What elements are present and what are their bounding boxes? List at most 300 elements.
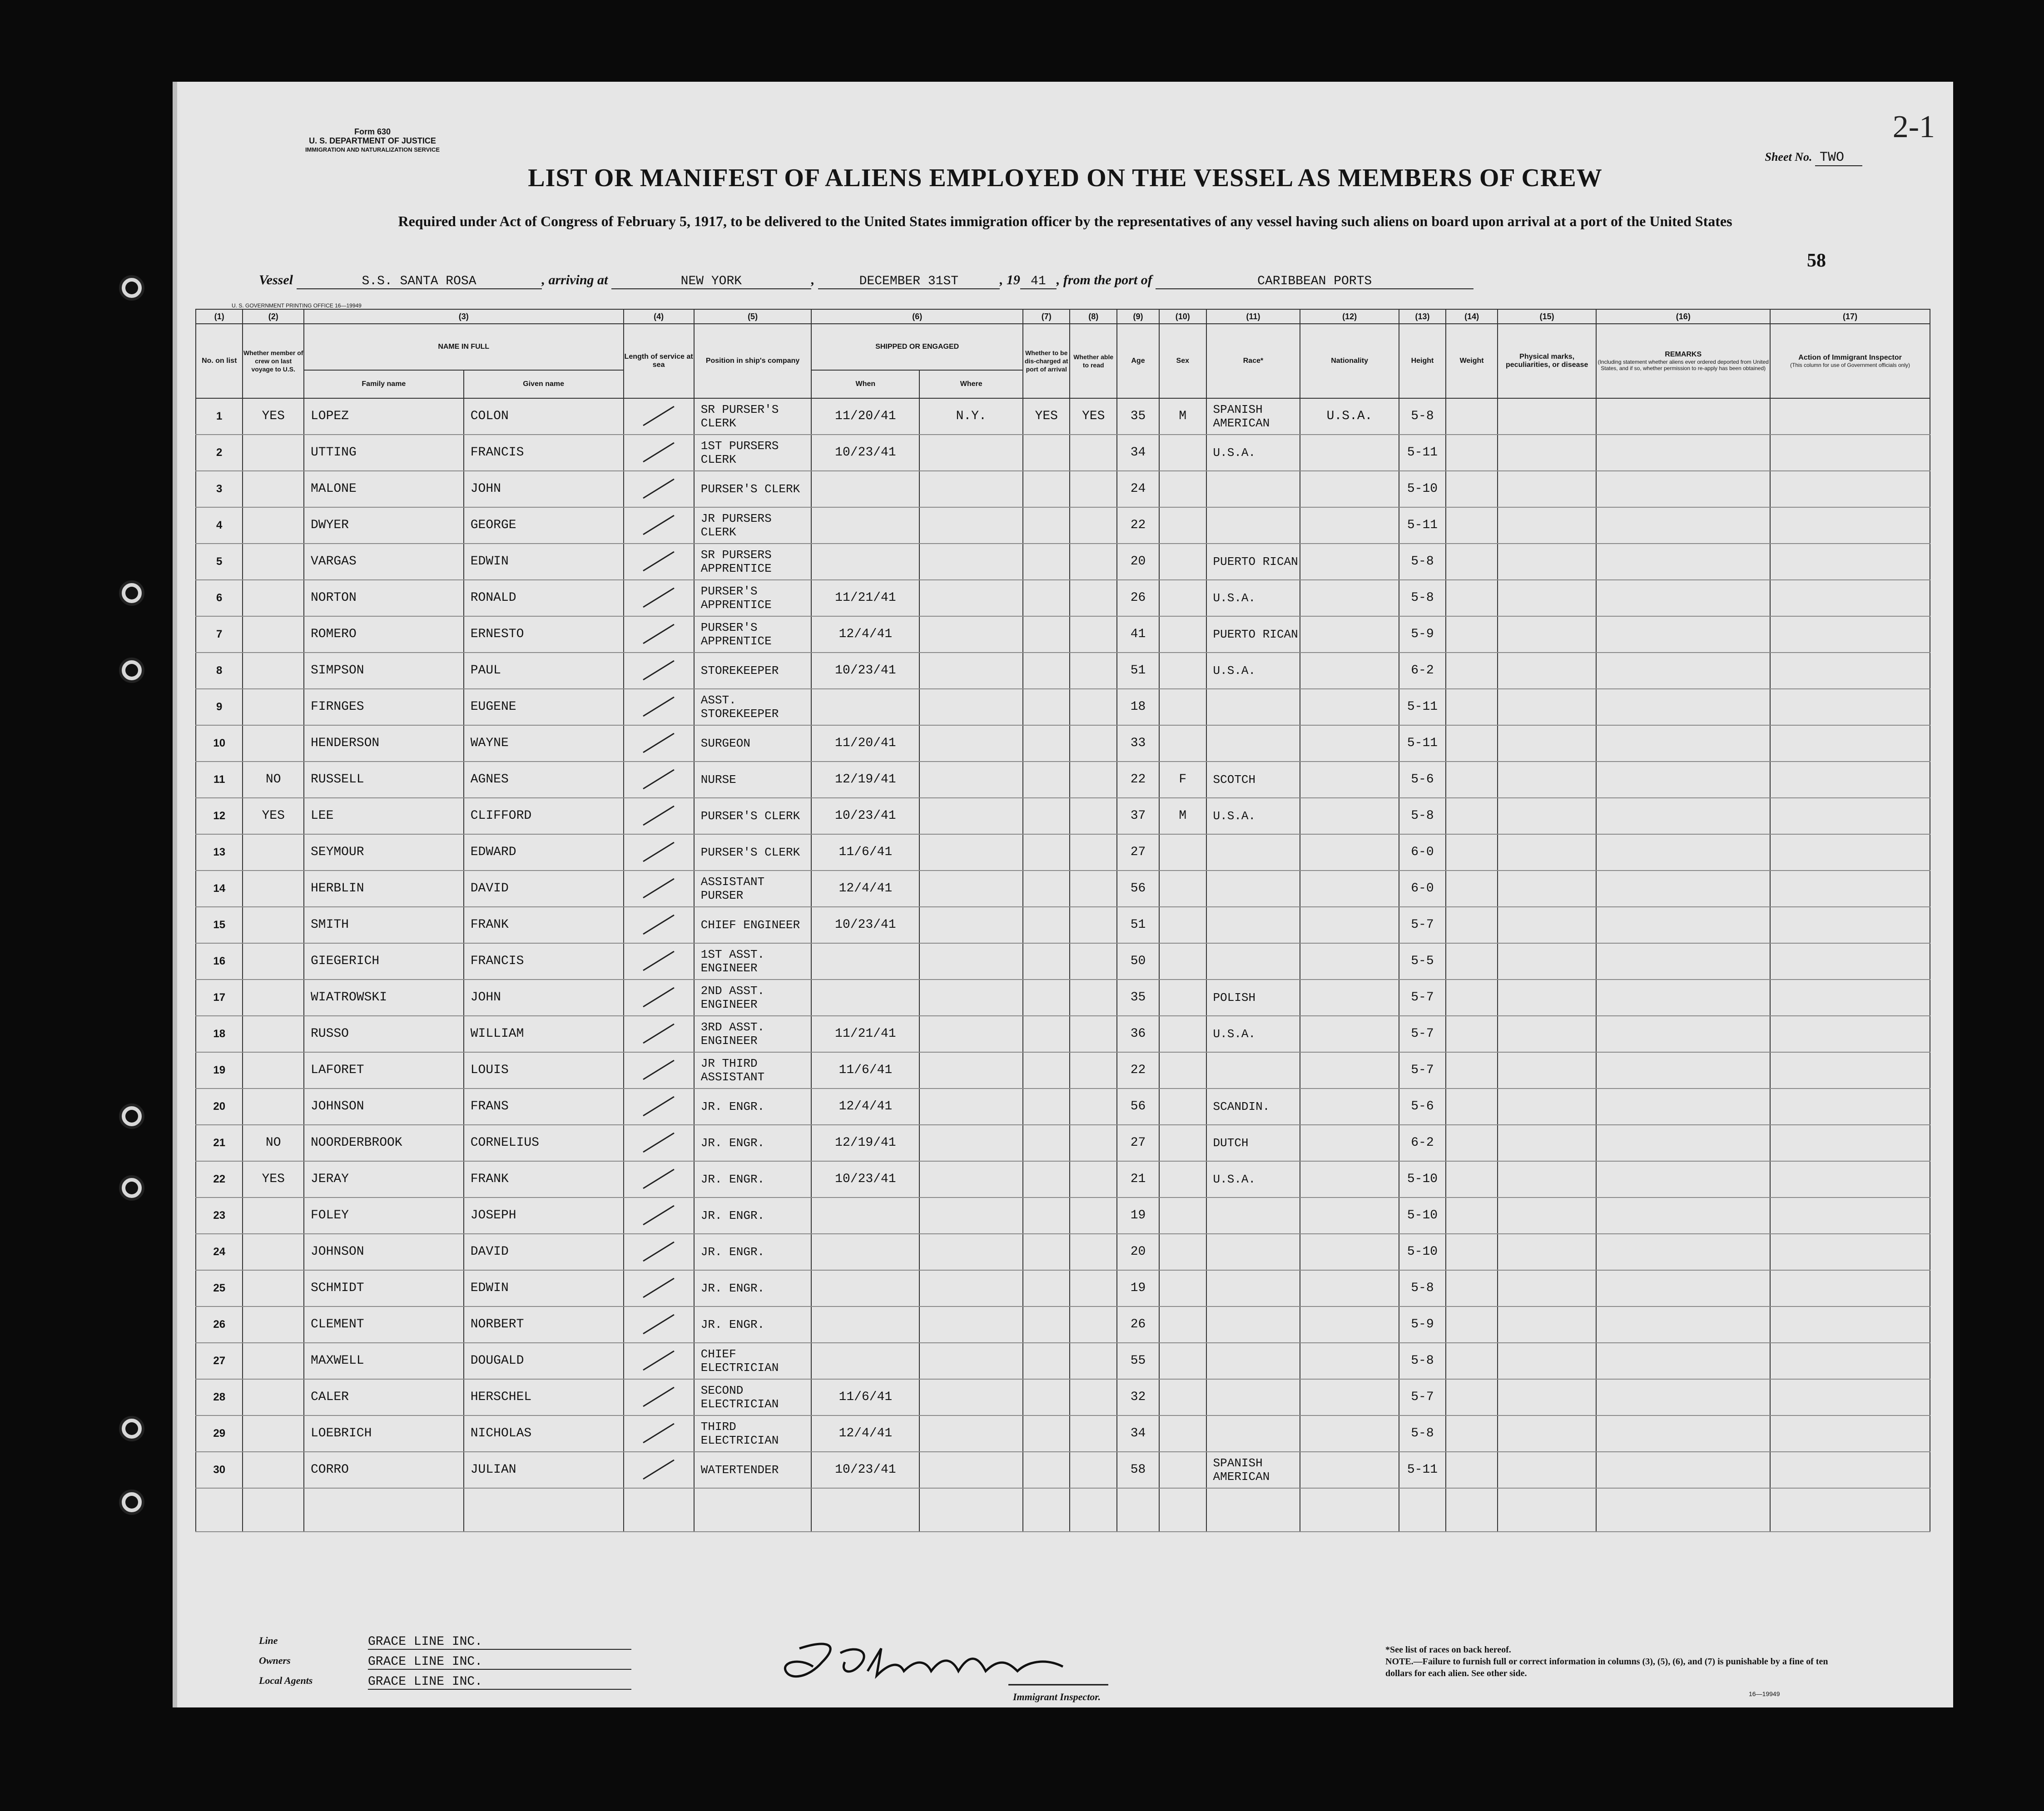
table-row xyxy=(196,471,1930,507)
shipped-when-cell: 11/21/41 xyxy=(811,580,919,616)
shipped-when-cell: 11/21/41 xyxy=(811,1016,919,1052)
check-mark-icon xyxy=(640,875,677,902)
last-voyage-cell xyxy=(243,544,304,580)
form-identifier xyxy=(277,127,468,154)
header-height: Height xyxy=(1399,324,1446,398)
length-service-cell xyxy=(624,616,694,653)
physical-marks-cell xyxy=(1498,1125,1596,1161)
shipped-when-cell: 10/23/41 xyxy=(811,798,919,834)
header-physical-marks: Physical marks, peculiarities, or disease xyxy=(1498,324,1596,398)
nationality-cell xyxy=(1300,1016,1399,1052)
inspector-action-cell xyxy=(1770,398,1930,435)
row-number: 18 xyxy=(196,1016,243,1052)
vessel-line: Vessel S.S. SANTA ROSA , arriving at NEW YORK , DECEMBER 31ST , 19 41 , from the port of CARIBBEAN PORTS xyxy=(259,272,1880,300)
weight-cell xyxy=(1446,1234,1498,1270)
inspector-action-cell xyxy=(1770,1343,1930,1379)
last-voyage-cell: NO xyxy=(243,762,304,798)
family-name-cell: NORTON xyxy=(304,580,464,616)
age-cell: 19 xyxy=(1117,1270,1159,1306)
position-cell: JR. ENGR. xyxy=(694,1197,812,1234)
able-to-read-cell xyxy=(1070,1125,1116,1161)
from-port: CARIBBEAN PORTS xyxy=(1156,274,1473,289)
check-mark-icon xyxy=(640,1238,677,1266)
physical-marks-cell xyxy=(1498,1052,1596,1089)
height-cell: 6-2 xyxy=(1399,653,1446,689)
able-to-read-cell xyxy=(1070,1415,1116,1452)
weight-cell xyxy=(1446,1343,1498,1379)
weight-cell xyxy=(1446,1197,1498,1234)
height-cell: 5-11 xyxy=(1399,689,1446,725)
able-to-read-cell xyxy=(1070,1343,1116,1379)
shipped-where-cell xyxy=(919,907,1023,943)
discharged-cell xyxy=(1023,1161,1070,1197)
weight-cell xyxy=(1446,943,1498,980)
shipped-when-cell xyxy=(811,689,919,725)
nationality-cell xyxy=(1300,1089,1399,1125)
position-cell: PURSER'S APPRENTICE xyxy=(694,580,812,616)
length-service-cell xyxy=(624,798,694,834)
given-name-cell: JOSEPH xyxy=(464,1197,624,1234)
remarks-cell xyxy=(1596,1197,1770,1234)
able-to-read-cell xyxy=(1070,907,1116,943)
sex-cell xyxy=(1159,1125,1206,1161)
position-cell: ASSISTANT PURSER xyxy=(694,871,812,907)
physical-marks-cell xyxy=(1498,798,1596,834)
owners-label: Owners xyxy=(259,1655,291,1666)
sex-cell: M xyxy=(1159,398,1206,435)
nationality-cell xyxy=(1300,1052,1399,1089)
position-cell: JR. ENGR. xyxy=(694,1270,812,1306)
shipped-where-cell xyxy=(919,943,1023,980)
owners-row xyxy=(259,1655,483,1670)
shipped-where-cell xyxy=(919,435,1023,471)
punch-hole xyxy=(119,1416,144,1441)
height-cell: 5-9 xyxy=(1399,616,1446,653)
physical-marks-cell xyxy=(1498,689,1596,725)
punch-hole xyxy=(119,580,144,606)
given-name-cell: DOUGALD xyxy=(464,1343,624,1379)
inspector-action-cell xyxy=(1770,1234,1930,1270)
row-number: 13 xyxy=(196,834,243,871)
header-age: Age xyxy=(1117,324,1159,398)
table-row xyxy=(196,871,1930,907)
sheet-value: TWO xyxy=(1815,150,1862,166)
family-name-cell: GIEGERICH xyxy=(304,943,464,980)
form-code: 16—19949 xyxy=(1749,1690,1780,1697)
weight-cell xyxy=(1446,1052,1498,1089)
sex-cell xyxy=(1159,834,1206,871)
given-name-cell: CLIFFORD xyxy=(464,798,624,834)
vessel-name: S.S. SANTA ROSA xyxy=(297,274,542,289)
remarks-cell xyxy=(1596,725,1770,762)
physical-marks-cell xyxy=(1498,1016,1596,1052)
col-num-8: (8) xyxy=(1070,309,1116,324)
row-number: 21 xyxy=(196,1125,243,1161)
shipped-when-cell xyxy=(811,1343,919,1379)
remarks-cell xyxy=(1596,616,1770,653)
given-name-cell: JOHN xyxy=(464,980,624,1016)
punch-hole xyxy=(119,1175,144,1201)
race-cell xyxy=(1206,1234,1300,1270)
col-num-15: (15) xyxy=(1498,309,1596,324)
blank-cell xyxy=(694,1488,812,1532)
header-length-service: Length of service at sea xyxy=(624,324,694,398)
remarks-cell xyxy=(1596,871,1770,907)
check-mark-icon xyxy=(640,439,677,466)
position-cell: 3RD ASST. ENGINEER xyxy=(694,1016,812,1052)
inspector-action-cell xyxy=(1770,1270,1930,1306)
inspector-action-cell xyxy=(1770,834,1930,871)
last-voyage-cell xyxy=(243,1343,304,1379)
check-mark-icon xyxy=(640,1311,677,1338)
manifest-table xyxy=(195,309,1930,1532)
height-cell: 5-10 xyxy=(1399,1197,1446,1234)
remarks-cell xyxy=(1596,1306,1770,1343)
sex-cell xyxy=(1159,544,1206,580)
weight-cell xyxy=(1446,1306,1498,1343)
position-cell: 2ND ASST. ENGINEER xyxy=(694,980,812,1016)
header-inspector-action xyxy=(1770,324,1930,398)
table-row xyxy=(196,798,1930,834)
family-name-cell: RUSSELL xyxy=(304,762,464,798)
family-name-cell: LAFORET xyxy=(304,1052,464,1089)
table-row xyxy=(196,1089,1930,1125)
shipped-when-cell xyxy=(811,1306,919,1343)
position-cell: 1ST PURSERS CLERK xyxy=(694,435,812,471)
page-number: 58 xyxy=(1807,250,1826,271)
sex-cell xyxy=(1159,1161,1206,1197)
row-number: 28 xyxy=(196,1379,243,1415)
last-voyage-cell xyxy=(243,1452,304,1488)
height-cell: 6-0 xyxy=(1399,871,1446,907)
header-weight: Weight xyxy=(1446,324,1498,398)
blank-cell xyxy=(1300,1488,1399,1532)
given-name-cell: CORNELIUS xyxy=(464,1125,624,1161)
weight-cell xyxy=(1446,1125,1498,1161)
blank-cell xyxy=(919,1488,1023,1532)
physical-marks-cell xyxy=(1498,1161,1596,1197)
arrival-date: DECEMBER 31ST xyxy=(818,274,1000,289)
header-nationality: Nationality xyxy=(1300,324,1399,398)
agents-label: Local Agents xyxy=(259,1675,313,1686)
table-row xyxy=(196,1415,1930,1452)
nationality-cell xyxy=(1300,1379,1399,1415)
age-cell: 55 xyxy=(1117,1343,1159,1379)
height-cell: 5-8 xyxy=(1399,1270,1446,1306)
given-name-cell: GEORGE xyxy=(464,507,624,544)
length-service-cell xyxy=(624,580,694,616)
age-cell: 27 xyxy=(1117,834,1159,871)
nationality-cell xyxy=(1300,1161,1399,1197)
length-service-cell xyxy=(624,1306,694,1343)
shipped-where-cell xyxy=(919,689,1023,725)
height-cell: 5-11 xyxy=(1399,725,1446,762)
header-family-name: Family name xyxy=(304,370,464,398)
table-row xyxy=(196,762,1930,798)
weight-cell xyxy=(1446,1379,1498,1415)
race-cell xyxy=(1206,1197,1300,1234)
age-cell: 20 xyxy=(1117,544,1159,580)
col-num-12: (12) xyxy=(1300,309,1399,324)
discharged-cell xyxy=(1023,1415,1070,1452)
given-name-cell: JULIAN xyxy=(464,1452,624,1488)
last-voyage-cell xyxy=(243,1052,304,1089)
length-service-cell xyxy=(624,1197,694,1234)
check-mark-icon xyxy=(640,548,677,575)
discharged-cell xyxy=(1023,907,1070,943)
sex-cell xyxy=(1159,1270,1206,1306)
remarks-cell xyxy=(1596,1016,1770,1052)
discharged-cell xyxy=(1023,689,1070,725)
remarks-cell xyxy=(1596,544,1770,580)
height-cell: 5-11 xyxy=(1399,507,1446,544)
nationality-cell xyxy=(1300,907,1399,943)
inspector-action-cell xyxy=(1770,1379,1930,1415)
length-service-cell xyxy=(624,980,694,1016)
family-name-cell: FOLEY xyxy=(304,1197,464,1234)
physical-marks-cell xyxy=(1498,507,1596,544)
header-able-to-read: Whether able to read xyxy=(1070,324,1116,398)
punch-hole xyxy=(119,1489,144,1515)
row-number: 23 xyxy=(196,1197,243,1234)
blank-cell xyxy=(464,1488,624,1532)
remarks-cell xyxy=(1596,1343,1770,1379)
agents-value: GRACE LINE INC. xyxy=(368,1675,631,1690)
shipped-when-cell: 10/23/41 xyxy=(811,1161,919,1197)
sex-cell xyxy=(1159,1379,1206,1415)
sex-cell xyxy=(1159,1415,1206,1452)
physical-marks-cell xyxy=(1498,1379,1596,1415)
row-number: 1 xyxy=(196,398,243,435)
race-cell: POLISH xyxy=(1206,980,1300,1016)
nationality-cell xyxy=(1300,834,1399,871)
col-num-5: (5) xyxy=(694,309,812,324)
table-row xyxy=(196,689,1930,725)
able-to-read-cell xyxy=(1070,762,1116,798)
physical-marks-cell xyxy=(1498,616,1596,653)
punch-hole xyxy=(119,1103,144,1129)
position-cell: STOREKEEPER xyxy=(694,653,812,689)
arrival-port: NEW YORK xyxy=(611,274,811,289)
check-mark-icon xyxy=(640,911,677,939)
position-cell: JR THIRD ASSISTANT xyxy=(694,1052,812,1089)
given-name-cell: FRANK xyxy=(464,1161,624,1197)
discharged-cell xyxy=(1023,435,1070,471)
age-cell: 33 xyxy=(1117,725,1159,762)
shipped-when-cell xyxy=(811,943,919,980)
discharged-cell xyxy=(1023,1089,1070,1125)
able-to-read-cell xyxy=(1070,980,1116,1016)
position-cell: SR PURSERS APPRENTICE xyxy=(694,544,812,580)
age-cell: 51 xyxy=(1117,907,1159,943)
discharged-cell xyxy=(1023,471,1070,507)
sheet-number xyxy=(1765,150,1862,165)
family-name-cell: VARGAS xyxy=(304,544,464,580)
sex-cell xyxy=(1159,1016,1206,1052)
age-cell: 19 xyxy=(1117,1197,1159,1234)
blank-cell xyxy=(304,1488,464,1532)
shipped-where-cell xyxy=(919,471,1023,507)
able-to-read-cell xyxy=(1070,689,1116,725)
length-service-cell xyxy=(624,834,694,871)
discharged-cell xyxy=(1023,762,1070,798)
blank-cell xyxy=(196,1488,243,1532)
family-name-cell: SEYMOUR xyxy=(304,834,464,871)
sex-cell xyxy=(1159,507,1206,544)
check-mark-icon xyxy=(640,1166,677,1193)
shipped-when-cell xyxy=(811,980,919,1016)
remarks-note: (Including statement whether aliens ever ordered deported from United States, and if so, whether permission to re-apply has been obtained) xyxy=(1597,359,1769,371)
nationality-cell xyxy=(1300,871,1399,907)
able-to-read-cell xyxy=(1070,1197,1116,1234)
shipped-where-cell xyxy=(919,1016,1023,1052)
last-voyage-cell xyxy=(243,435,304,471)
physical-marks-cell xyxy=(1498,544,1596,580)
arriving-label: , arriving at xyxy=(541,272,608,287)
check-mark-icon xyxy=(640,621,677,648)
height-cell: 5-10 xyxy=(1399,1161,1446,1197)
physical-marks-cell xyxy=(1498,1089,1596,1125)
weight-cell xyxy=(1446,507,1498,544)
remarks-cell xyxy=(1596,1161,1770,1197)
shipped-when-cell: 11/20/41 xyxy=(811,725,919,762)
weight-cell xyxy=(1446,435,1498,471)
family-name-cell: JERAY xyxy=(304,1161,464,1197)
shipped-when-cell: 12/4/41 xyxy=(811,871,919,907)
able-to-read-cell xyxy=(1070,1052,1116,1089)
check-mark-icon xyxy=(640,1347,677,1375)
discharged-cell xyxy=(1023,653,1070,689)
position-cell: WATERTENDER xyxy=(694,1452,812,1488)
shipped-where-cell xyxy=(919,1234,1023,1270)
manifest-footer xyxy=(195,1635,1930,1703)
table-row xyxy=(196,725,1930,762)
length-service-cell xyxy=(624,435,694,471)
check-mark-icon xyxy=(640,1456,677,1484)
row-number: 30 xyxy=(196,1452,243,1488)
inspector-action-cell xyxy=(1770,507,1930,544)
weight-cell xyxy=(1446,1452,1498,1488)
able-to-read-cell xyxy=(1070,1306,1116,1343)
sex-cell xyxy=(1159,725,1206,762)
physical-marks-cell xyxy=(1498,1415,1596,1452)
sex-cell xyxy=(1159,980,1206,1016)
last-voyage-cell xyxy=(243,725,304,762)
shipped-where-cell xyxy=(919,580,1023,616)
check-mark-icon xyxy=(640,1202,677,1229)
shipped-where-cell: N.Y. xyxy=(919,398,1023,435)
shipped-where-cell xyxy=(919,1270,1023,1306)
row-number: 8 xyxy=(196,653,243,689)
family-name-cell: DWYER xyxy=(304,507,464,544)
shipped-when-cell xyxy=(811,471,919,507)
discharged-cell xyxy=(1023,1270,1070,1306)
last-voyage-cell xyxy=(243,689,304,725)
length-service-cell xyxy=(624,1379,694,1415)
remarks-cell xyxy=(1596,1415,1770,1452)
table-row xyxy=(196,1270,1930,1306)
inspector-action-cell xyxy=(1770,725,1930,762)
weight-cell xyxy=(1446,1270,1498,1306)
inspector-action-cell xyxy=(1770,544,1930,580)
discharged-cell xyxy=(1023,1197,1070,1234)
race-cell: U.S.A. xyxy=(1206,798,1300,834)
shipped-where-cell xyxy=(919,1161,1023,1197)
shipped-where-cell xyxy=(919,1125,1023,1161)
last-voyage-cell xyxy=(243,1016,304,1052)
blank-cell xyxy=(1596,1488,1770,1532)
check-mark-icon xyxy=(640,1420,677,1447)
discharged-cell xyxy=(1023,1379,1070,1415)
nationality-cell xyxy=(1300,1452,1399,1488)
punch-hole xyxy=(119,275,144,301)
sex-cell xyxy=(1159,689,1206,725)
family-name-cell: SMITH xyxy=(304,907,464,943)
from-label: , from the port of xyxy=(1056,272,1152,287)
remarks-cell xyxy=(1596,1125,1770,1161)
inspector-action-cell xyxy=(1770,1306,1930,1343)
last-voyage-cell: NO xyxy=(243,1125,304,1161)
length-service-cell xyxy=(624,1161,694,1197)
manifest-table-wrap xyxy=(195,309,1930,1532)
table-row xyxy=(196,507,1930,544)
last-voyage-cell xyxy=(243,616,304,653)
given-name-cell: NORBERT xyxy=(464,1306,624,1343)
length-service-cell xyxy=(624,725,694,762)
weight-cell xyxy=(1446,980,1498,1016)
shipped-where-cell xyxy=(919,1306,1023,1343)
check-mark-icon xyxy=(640,584,677,612)
inspector-action-cell xyxy=(1770,580,1930,616)
inspector-action-cell xyxy=(1770,653,1930,689)
physical-marks-cell xyxy=(1498,398,1596,435)
col-num-7: (7) xyxy=(1023,309,1070,324)
height-cell: 5-8 xyxy=(1399,580,1446,616)
height-cell: 6-2 xyxy=(1399,1125,1446,1161)
remarks-cell xyxy=(1596,1452,1770,1488)
table-row xyxy=(196,653,1930,689)
shipped-when-cell: 10/23/41 xyxy=(811,1452,919,1488)
physical-marks-cell xyxy=(1498,435,1596,471)
service-name: IMMIGRATION AND NATURALIZATION SERVICE xyxy=(305,146,440,153)
table-row xyxy=(196,435,1930,471)
inspector-action-cell xyxy=(1770,1016,1930,1052)
sex-cell xyxy=(1159,907,1206,943)
last-voyage-cell xyxy=(243,1270,304,1306)
col-num-11: (11) xyxy=(1206,309,1300,324)
length-service-cell xyxy=(624,544,694,580)
punch-hole xyxy=(119,658,144,683)
table-row xyxy=(196,398,1930,435)
row-number: 5 xyxy=(196,544,243,580)
discharged-cell xyxy=(1023,834,1070,871)
remarks-title: REMARKS xyxy=(1665,351,1702,358)
age-cell: 56 xyxy=(1117,871,1159,907)
weight-cell xyxy=(1446,907,1498,943)
blank-cell xyxy=(811,1488,919,1532)
race-cell: SCOTCH xyxy=(1206,762,1300,798)
check-mark-icon xyxy=(640,1275,677,1302)
given-name-cell: FRANCIS xyxy=(464,943,624,980)
inspector-action-cell xyxy=(1770,1452,1930,1488)
shipped-when-cell: 10/23/41 xyxy=(811,435,919,471)
discharged-cell xyxy=(1023,1452,1070,1488)
position-cell: CHIEF ENGINEER xyxy=(694,907,812,943)
col-num-6: (6) xyxy=(811,309,1023,324)
age-cell: 37 xyxy=(1117,798,1159,834)
discharged-cell xyxy=(1023,544,1070,580)
position-cell: 1ST ASST. ENGINEER xyxy=(694,943,812,980)
